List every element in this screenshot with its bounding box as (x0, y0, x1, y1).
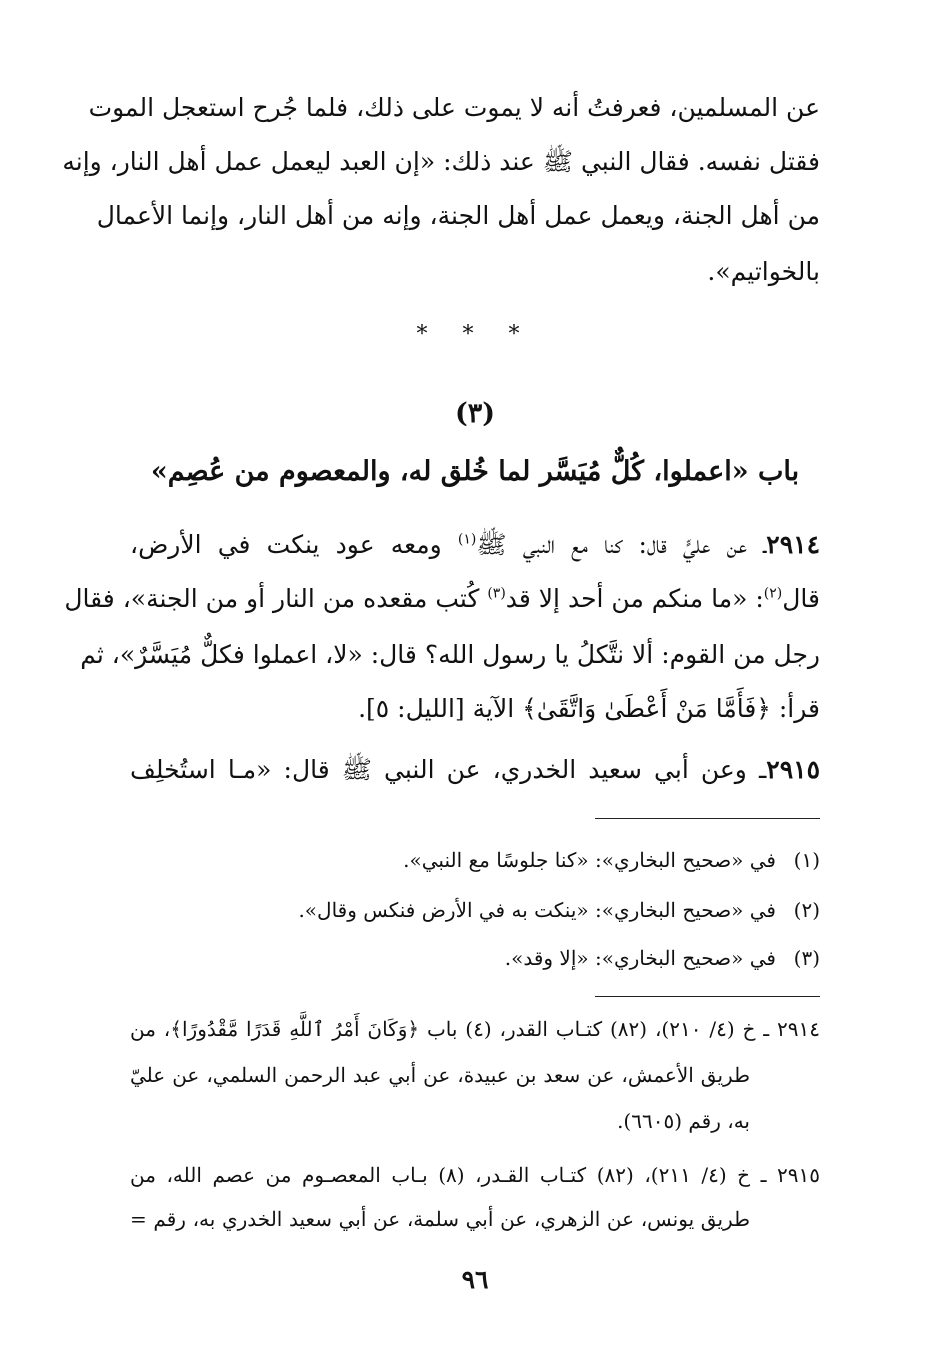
hadith-text: كُتب مقعده من النار أو من الجنة»، فقال (64, 584, 488, 613)
hadith-2914-line-3: رجل من القوم: ألا نتَّكلُ يا رسول الله؟ قال: «لا، اعملوا فكلٌّ مُيَسَّرٌ»، ثم (80, 640, 820, 669)
body-line-3: من أهل الجنة، ويعمل عمل أهل الجنة، وإنه من أهل النار، وإنما الأعمال (96, 201, 820, 230)
body-line-1: عن المسلمين، فعرفتُ أنه لا يموت على ذلك، فلما جُرح استعجل الموت (88, 93, 820, 122)
footnote-text: في «صحيح البخاري»: «إلا وقد». (504, 946, 776, 970)
footnote-text: في «صحيح البخاري»: «ينكت به في الأرض فنكس وقال». (298, 898, 776, 922)
hadith-2915-line-1 (130, 750, 820, 792)
chapter-number: (٣) (454, 398, 496, 429)
source-2914-line-3: به، رقم (٦٦٠٥). (617, 1109, 750, 1133)
hadith-text: ـ عن عليٍّ قال: كنا مع النبي ﷺ (476, 530, 767, 559)
footnote-1 (130, 843, 820, 877)
hadith-number: ٢٩١٥ (766, 755, 820, 784)
sources-divider (595, 996, 820, 997)
footnote-ref-1: (١) (457, 531, 477, 548)
source-2914-line-2: طريق الأعمش، عن سعد بن عبيدة، عن أبي عبد الرحمن السلمي، عن عليّ (130, 1063, 750, 1087)
footnote-3 (130, 941, 820, 975)
source-2915-line-1: ٢٩١٥ ـ خ (٤/ ٢١١)، (٨٢) كتـاب القـدر، (٨) بـاب المعصـوم من عصم الله، من (130, 1163, 820, 1187)
hadith-2914-line-1 (130, 525, 820, 567)
body-line-2: فقتل نفسه. فقال النبي ﷺ عند ذلك: «إن العبد ليعمل عمل أهل النار، وإنه (62, 147, 820, 176)
chapter-title: باب «اعملوا، كُلٌّ مُيَسَّر لما خُلق له، والمعصوم من عُصِم» (150, 456, 800, 487)
footnote-ref-3: (٣) (487, 585, 506, 602)
page-number: ٩٦ (461, 1265, 489, 1294)
footnote-number: (٣) (793, 946, 820, 970)
footnotes-divider (595, 818, 820, 819)
hadith-2914-line-2 (64, 579, 820, 621)
footnote-number: (٢) (793, 898, 820, 922)
hadith-text: ـ وعن أبي سعيد الخدري، عن النبي ﷺ قال: «مـا استُخلِف (130, 755, 767, 784)
hadith-text: ومعه عود ينكت في الأرض، (130, 530, 458, 559)
hadith-number: ٢٩١٤ (766, 530, 821, 559)
section-separator: * * * (416, 322, 534, 347)
footnote-ref-2: (٢) (763, 585, 783, 602)
footnote-2 (130, 893, 820, 927)
footnote-text: في «صحيح البخاري»: «كنا جلوسًا مع النبي». (403, 848, 776, 872)
hadith-text: قال (782, 584, 820, 613)
hadith-text: : «ما منكم من أحد إلا قد (505, 584, 764, 613)
hadith-2914-line-4: قرأ: ﴿فَأَمَّا مَنْ أَعْطَىٰ وَاتَّقَىٰ﴾ الآية [الليل: ٥]. (358, 694, 820, 723)
source-2915-line-2: طريق يونس، عن الزهري، عن أبي سلمة، عن أبي سعيد الخدري به، رقم = (130, 1207, 750, 1231)
source-2914-line-1: ٢٩١٤ ـ خ (٤/ ٢١٠)، (٨٢) كتـاب القدر، (٤) باب ﴿وَكَانَ أَمْرُ ٱللَّهِ قَدَرًا مَّقْدُورًا﴾، من (130, 1017, 820, 1041)
footnote-number: (١) (793, 848, 820, 872)
body-line-4: بالخواتيم». (707, 257, 820, 286)
